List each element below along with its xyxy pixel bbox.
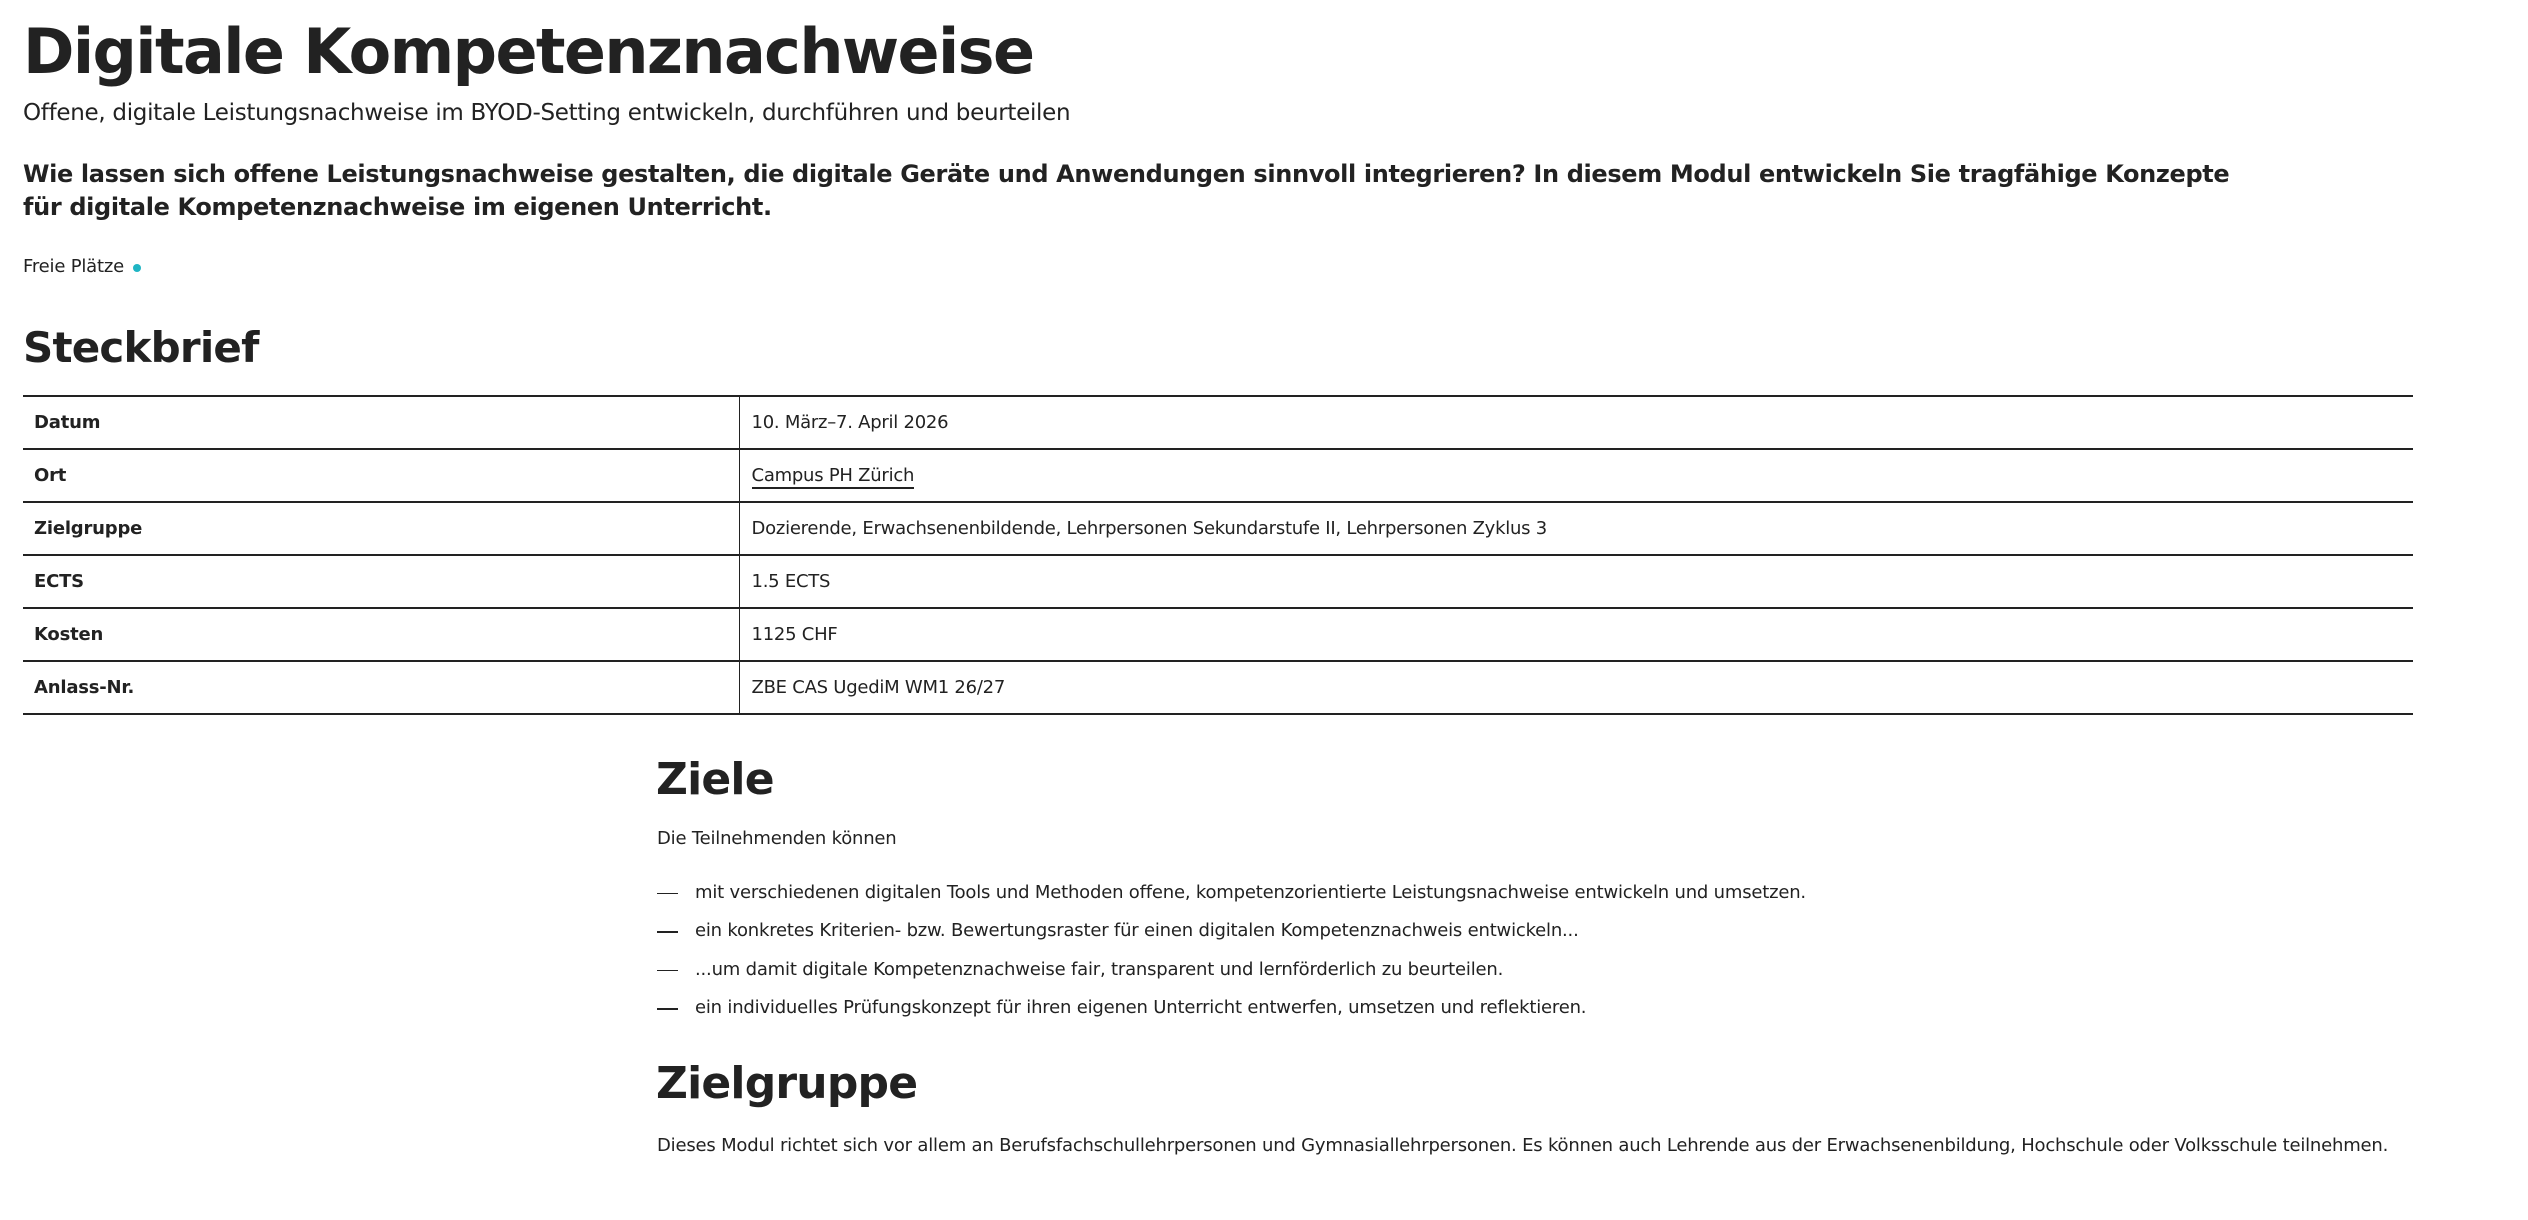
list-item xyxy=(657,873,1806,912)
row-value-ects: 1.5 ECTS xyxy=(751,570,831,592)
page-subtitle: Offene, digitale Leistungsnachweise im BYOD-Setting entwickeln, durchführen und beurteilen xyxy=(23,100,1071,126)
row-label-ort: Ort xyxy=(23,449,739,502)
list-item-text: mit verschiedenen digitalen Tools und Methoden offene, kompetenzorientierte Leistungsnachweise entwickeln und umsetzen. xyxy=(695,881,1806,903)
dash-bullet-icon xyxy=(657,1008,678,1010)
zielgruppe-heading: Zielgruppe xyxy=(656,1058,918,1109)
table-row xyxy=(23,502,2413,555)
steckbrief-heading: Steckbrief xyxy=(23,323,259,372)
table-row xyxy=(23,396,2413,449)
row-label-kosten: Kosten xyxy=(23,608,739,661)
dash-bullet-icon xyxy=(657,970,678,972)
table-row xyxy=(23,608,2413,661)
row-label-ects: ECTS xyxy=(23,555,739,608)
ziele-heading: Ziele xyxy=(656,754,774,805)
list-item xyxy=(657,912,1806,951)
dash-bullet-icon xyxy=(657,893,678,895)
list-item-text: ein konkretes Kriterien- bzw. Bewertungsraster für einen digitalen Kompetenznachweis entwickeln... xyxy=(695,920,1579,942)
ziele-intro: Die Teilnehmenden können xyxy=(657,828,897,849)
lead-paragraph: Wie lassen sich offene Leistungsnachweise gestalten, die digitale Geräte und Anwendungen sinnvoll integrieren? In diesem Modul entwickeln Sie tragfähige Konzepte für digitale Kompetenznachweise im eigenen Unterricht. xyxy=(23,160,2230,221)
list-item xyxy=(657,950,1806,989)
list-item-text: ein individuelles Prüfungskonzept für ihren eigenen Unterricht entwerfen, umsetzen und reflektieren. xyxy=(695,997,1587,1019)
row-value-anlass-nr: ZBE CAS UgediM WM1 26/27 xyxy=(751,676,1006,698)
row-value-zielgruppe: Dozierende, Erwachsenenbildende, Lehrpersonen Sekundarstufe II, Lehrpersonen Zyklus 3 xyxy=(751,517,1547,539)
row-value-kosten: 1125 CHF xyxy=(751,623,838,645)
list-item-text: ...um damit digitale Kompetenznachweise fair, transparent und lernförderlich zu beurteilen. xyxy=(695,958,1504,980)
list-item xyxy=(657,989,1806,1028)
location-link[interactable]: Campus PH Zürich xyxy=(752,465,915,489)
steckbrief-table xyxy=(23,395,2413,715)
dash-bullet-icon xyxy=(657,931,678,933)
availability-status xyxy=(23,255,141,279)
table-row xyxy=(23,555,2413,608)
table-row xyxy=(23,449,2413,502)
availability-label: Freie Plätze xyxy=(23,256,124,277)
row-value-datum: 10. März–7. April 2026 xyxy=(751,411,949,433)
row-label-datum: Datum xyxy=(23,396,739,449)
row-label-anlass-nr: Anlass-Nr. xyxy=(23,661,739,714)
table-row xyxy=(23,661,2413,714)
row-label-zielgruppe: Zielgruppe xyxy=(23,502,739,555)
row-value-ort xyxy=(739,449,2413,502)
zielgruppe-paragraph: Dieses Modul richtet sich vor allem an Berufsfachschullehrpersonen und Gymnasiallehrpersonen. Es können auch Lehrende aus der Erwachsenenbildung, Hochschule oder Volksschule teilnehmen. xyxy=(657,1135,2389,1156)
ziele-list xyxy=(657,873,1806,1027)
availability-dot-icon xyxy=(133,264,141,272)
page-title: Digitale Kompetenznachweise xyxy=(23,15,1034,88)
